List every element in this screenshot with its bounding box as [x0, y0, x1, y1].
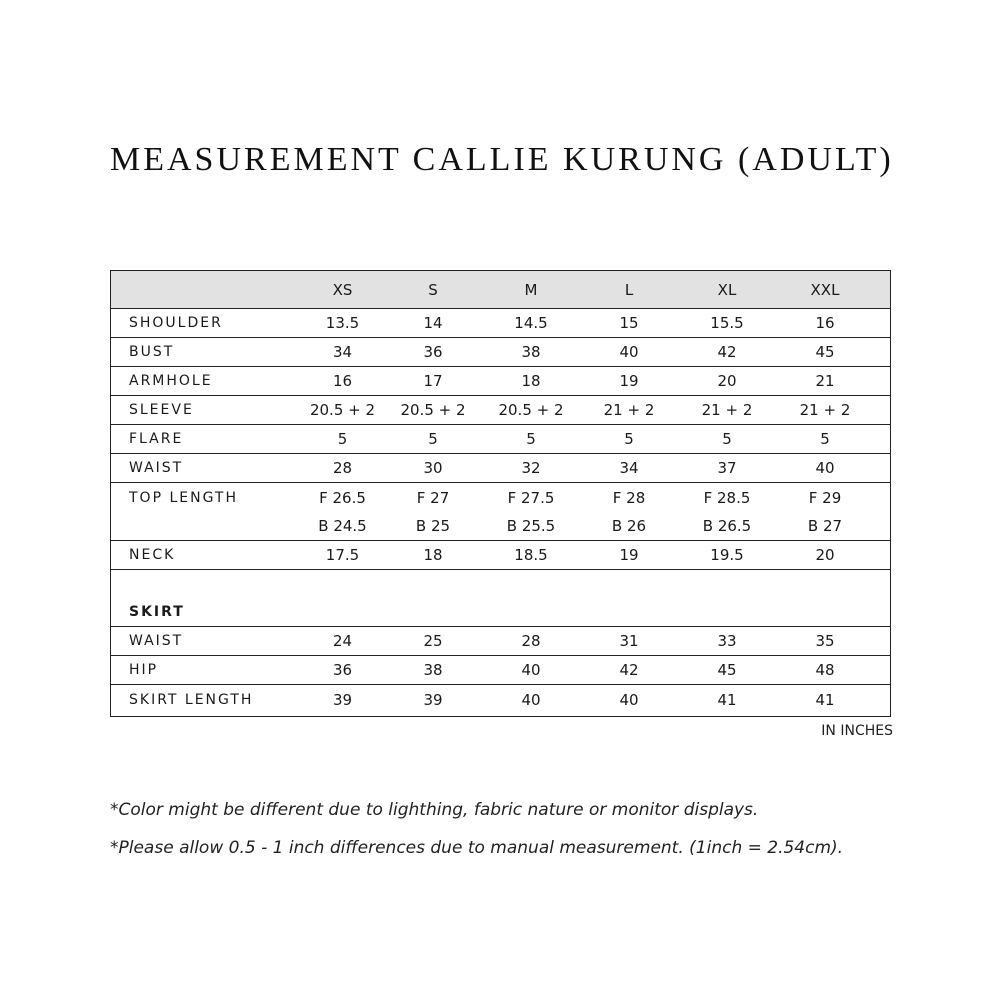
table-cell: 20	[815, 546, 835, 564]
table-cell: 5	[722, 430, 732, 448]
table-cell: 40	[619, 690, 639, 709]
table-cell: 5	[526, 430, 536, 448]
table-cell: 16	[332, 372, 353, 390]
table-cell: 21	[815, 372, 835, 390]
table-cell: 18.5	[514, 546, 548, 564]
table-row	[111, 367, 890, 396]
table-cell: 41	[815, 690, 835, 709]
size-header: XXL	[810, 280, 840, 299]
table-cell: 18	[521, 372, 541, 390]
row-label: HIP	[129, 662, 159, 678]
table-cell: B 26	[611, 517, 647, 535]
table-cell: 21 + 2	[701, 401, 753, 419]
table-row	[111, 396, 890, 425]
table-cell: 24	[332, 632, 353, 650]
row-label: FLARE	[129, 431, 184, 447]
table-row	[111, 483, 890, 512]
table-cell: 39	[423, 690, 443, 709]
table-cell: 36	[423, 343, 443, 361]
table-cell: 34	[332, 343, 353, 361]
table-cell: 21 + 2	[799, 401, 851, 419]
table-cell: F 29	[808, 488, 842, 507]
table-cell: 30	[423, 459, 443, 477]
table-cell: 40	[521, 661, 541, 679]
row-label: WAIST	[129, 460, 184, 476]
size-header: M	[524, 280, 538, 299]
table-cell: 32	[521, 459, 541, 477]
table-row	[111, 685, 890, 714]
table-cell: 41	[717, 690, 737, 709]
table-cell: 20.5 + 2	[400, 401, 466, 419]
table-cell: 40	[521, 690, 541, 709]
table-cell: 38	[521, 343, 541, 361]
table-cell: 15	[619, 314, 639, 332]
table-cell: 39	[332, 690, 353, 709]
table-row	[111, 541, 890, 570]
table-cell: 25	[423, 632, 443, 650]
row-label: NECK	[129, 547, 176, 563]
table-cell: 19	[619, 546, 639, 564]
table-cell: 20.5 + 2	[309, 401, 376, 419]
table-cell: B 25.5	[506, 517, 556, 535]
table-cell: 18	[423, 546, 443, 564]
skirt-section-header	[111, 570, 890, 627]
table-row	[111, 454, 890, 483]
table-cell: 45	[815, 343, 835, 361]
row-label: BUST	[129, 344, 175, 360]
table-row	[111, 627, 890, 656]
row-label: SKIRT LENGTH	[129, 691, 254, 708]
table-cell: 37	[717, 459, 737, 477]
table-cell: 19.5	[710, 546, 744, 564]
table-cell: F 28.5	[703, 488, 751, 507]
table-cell: F 27.5	[507, 488, 555, 507]
row-label: SLEEVE	[129, 402, 194, 418]
table-cell: 17	[423, 372, 443, 390]
table-cell: 34	[619, 459, 639, 477]
table-row	[111, 309, 890, 338]
table-cell: 28	[521, 632, 541, 650]
table-cell: 40	[815, 459, 835, 477]
table-header-row	[111, 271, 890, 309]
table-cell: 14	[423, 314, 443, 332]
table-cell: 5	[428, 430, 438, 448]
table-cell: 5	[337, 430, 348, 448]
row-label: ARMHOLE	[129, 373, 213, 389]
table-cell: 14.5	[514, 314, 548, 332]
table-row	[111, 425, 890, 454]
table-cell: 42	[619, 661, 639, 679]
table-cell: 33	[717, 632, 737, 650]
page-title: MEASUREMENT CALLIE KURUNG (ADULT)	[110, 141, 894, 178]
size-header: L	[624, 280, 634, 299]
row-label: TOP LENGTH	[129, 489, 239, 506]
measurement-table	[110, 270, 891, 717]
measurement-disclaimer: *Please allow 0.5 - 1 inch differences due to manual measurement. (1inch = 2.54cm).	[110, 838, 844, 858]
size-header: S	[428, 280, 438, 299]
table-cell: 20	[717, 372, 737, 390]
table-cell: 5	[624, 430, 634, 448]
skirt-section-label: SKIRT	[129, 604, 185, 620]
table-cell: 36	[332, 661, 353, 679]
table-cell: 13.5	[325, 314, 360, 332]
table-cell: 31	[619, 632, 639, 650]
table-cell: B 24.5	[318, 517, 367, 535]
table-cell: 42	[717, 343, 737, 361]
table-cell: 48	[815, 661, 835, 679]
unit-note: IN INCHES	[821, 723, 893, 739]
color-disclaimer: *Color might be different due to lighthing, fabric nature or monitor displays.	[110, 800, 759, 820]
table-cell: 17.5	[325, 546, 360, 564]
size-header: XL	[717, 280, 737, 299]
table-cell: 35	[815, 632, 835, 650]
size-header: XS	[332, 280, 353, 299]
table-cell: 28	[332, 459, 353, 477]
row-label: SHOULDER	[129, 315, 223, 331]
table-cell: B 25	[415, 517, 451, 535]
table-cell: 20.5 + 2	[498, 401, 564, 419]
row-label: WAIST	[129, 633, 184, 649]
table-cell: 15.5	[710, 314, 744, 332]
table-cell: F 26.5	[319, 488, 366, 507]
table-cell: F 27	[416, 488, 450, 507]
table-cell: 19	[619, 372, 639, 390]
table-cell: 45	[717, 661, 737, 679]
table-cell: 16	[815, 314, 835, 332]
table-cell: B 26.5	[702, 517, 752, 535]
table-row	[111, 338, 890, 367]
table-cell: 5	[820, 430, 830, 448]
table-cell: 40	[619, 343, 639, 361]
table-row	[111, 656, 890, 685]
table-cell: 21 + 2	[603, 401, 655, 419]
table-cell: 38	[423, 661, 443, 679]
table-cell: F 28	[612, 488, 646, 507]
table-cell: B 27	[807, 517, 843, 535]
table-row	[111, 512, 890, 541]
